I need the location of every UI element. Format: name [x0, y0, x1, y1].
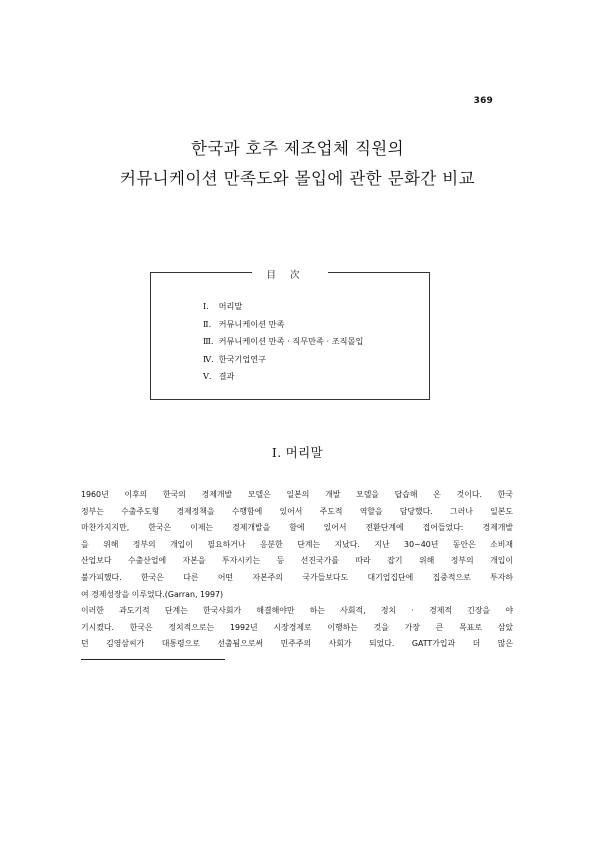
toc-item	[203, 316, 363, 334]
table-of-contents	[150, 272, 430, 400]
toc-item-numeral: Ⅳ.	[203, 353, 214, 364]
toc-item	[203, 351, 363, 369]
body-line: 이러한 과도기적 단계는 한국사회가 해결해야만 하는 사회적, 정치 · 경제적 긴장을 야	[81, 606, 513, 616]
toc-list	[203, 298, 363, 386]
body-line: 기시켰다. 한국은 정치적으로는 1992년 시장경제로 이행하는 것을 가장 큰 목표로 삼았	[81, 622, 513, 632]
toc-item-numeral: Ⅴ.	[203, 371, 212, 381]
section-title: 머리말	[285, 445, 324, 460]
body-line: 1960년 이후의 한국의 경제개발 모델은 일본의 개발 모델을 답습해 온 것이다. 한국	[81, 490, 513, 499]
toc-item-numeral: Ⅰ.	[203, 301, 209, 311]
body-line: 을 위해 정부의 개입이 필요하거나 응분한 단계는 지났다. 지난 30~40년 동안은 소비재	[81, 539, 513, 549]
body-text	[81, 487, 513, 653]
body-line: 산업보다 수출산업에 자본을 투자시키는 등 선진국가를 따라 잡기 위해 정부의 개입이	[81, 556, 513, 566]
toc-item	[203, 298, 363, 316]
body-line: 여 경제성장을 이루었다.(Garran, 1997)	[81, 589, 224, 599]
toc-item	[203, 333, 363, 351]
body-line: 불가피했다. 한국은 다른 어떤 자본주의 국가들보다도 대기업집단에 집중적으로 투자하	[81, 572, 513, 582]
title-line-2: 커뮤니케이션 만족도와 몰입에 관한 문화간 비교	[119, 169, 475, 188]
toc-heading-label: 目次	[252, 270, 327, 281]
toc-item	[203, 368, 363, 386]
body-line: 던 김영삼씨가 대통령으로 선출됨으로써 민주주의 사회가 되었다. GATT가입과 더 많은	[81, 639, 513, 649]
toc-item-label: 커뮤니케이션 만족	[218, 318, 285, 329]
footnote-divider	[81, 659, 225, 660]
paper-title	[0, 134, 595, 194]
page-number: 369	[473, 96, 493, 106]
title-line-1: 한국과 호주 제조업체 직원의	[190, 139, 404, 158]
toc-item-label: 결과	[218, 371, 235, 381]
toc-item-numeral: Ⅲ.	[203, 336, 214, 346]
section-numeral: Ⅰ.	[271, 445, 282, 460]
toc-item-label: 한국기업연구	[218, 353, 267, 364]
body-line: 정부는 수출주도형 경제정책을 수행함에 있어서 주도적 역할을 담당했다. 그러나 일본도	[81, 506, 513, 516]
section-heading	[0, 443, 595, 461]
toc-item-label: 커뮤니케이션 만족 · 직무만족 · 조직몰입	[218, 336, 364, 346]
toc-item-label: 머리말	[218, 301, 243, 311]
toc-heading	[151, 265, 429, 284]
toc-item-numeral: Ⅱ.	[203, 318, 212, 329]
body-line: 마찬가지지만, 한국은 이제는 경제개발을 함에 있어서 전환단계에 접어들었다: 경제개발	[81, 523, 513, 533]
